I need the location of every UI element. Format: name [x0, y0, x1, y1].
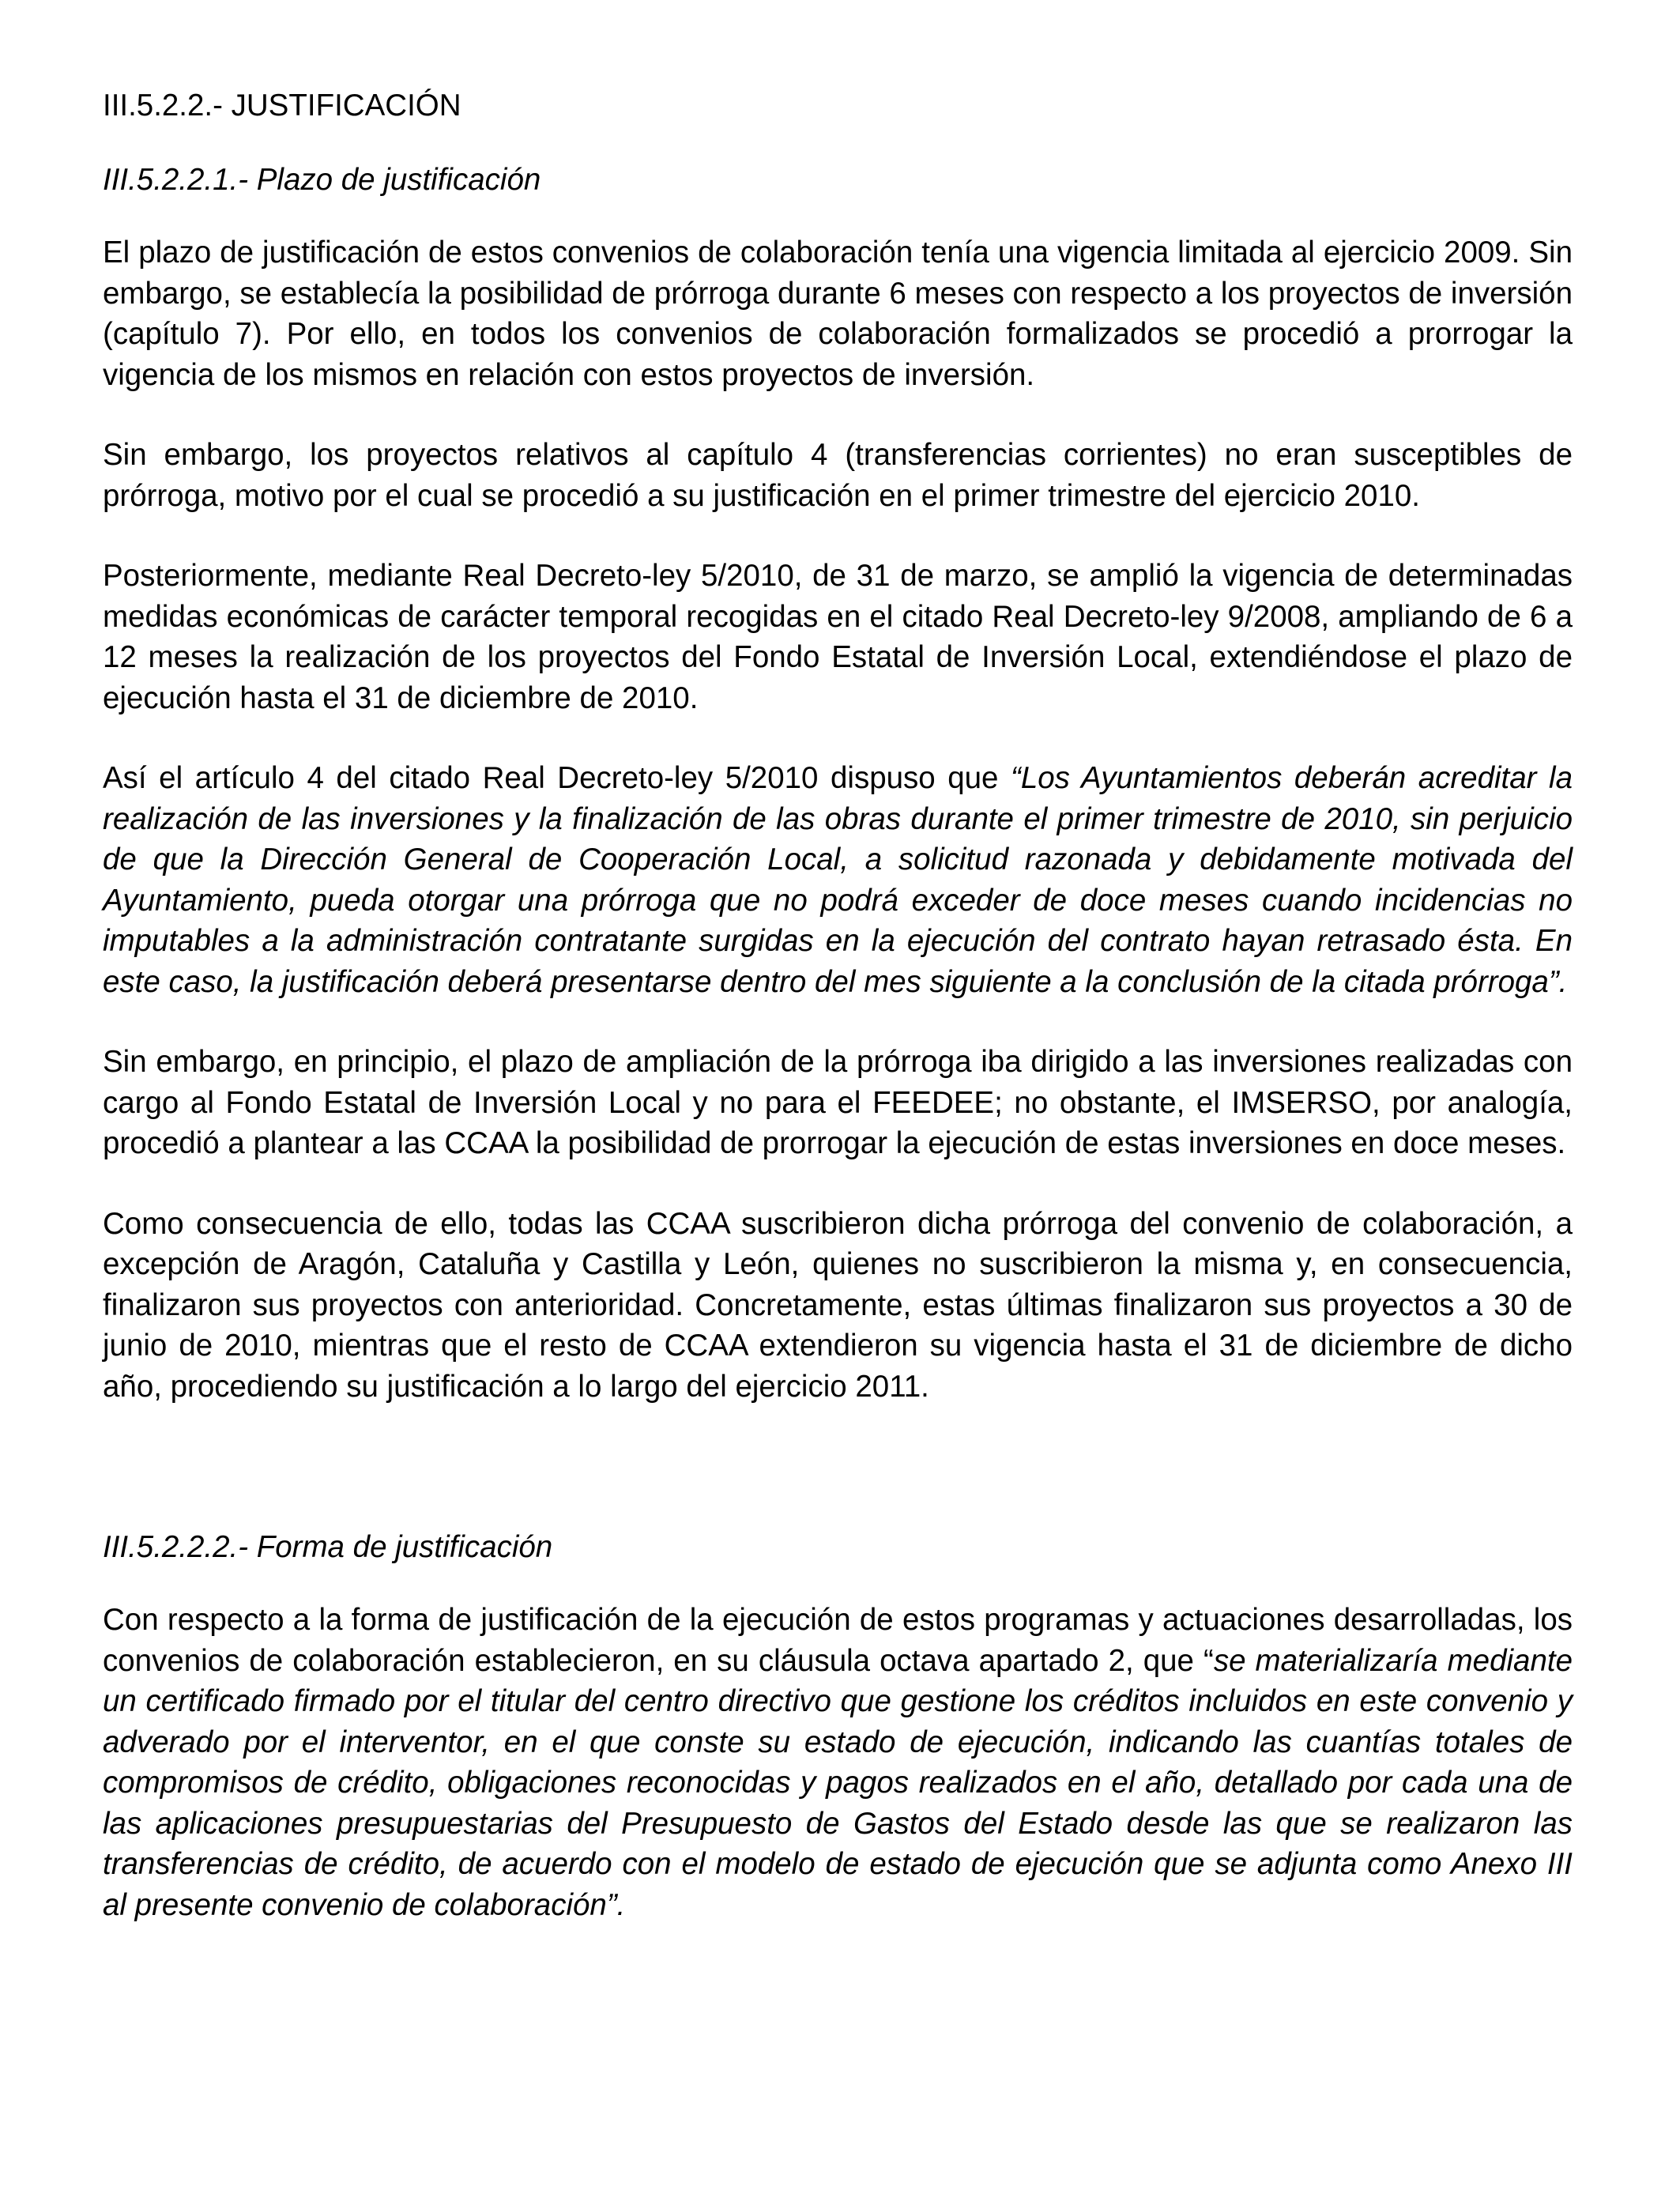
subsection-title-forma: III.5.2.2.2.- Forma de justificación: [103, 1530, 553, 1564]
subsection-title-plazo: III.5.2.2.1.- Plazo de justificación: [103, 163, 541, 197]
quote-paragraph: [103, 1600, 1573, 1925]
quote-intro: Así el artículo 4 del citado Real Decreto-ley 5/2010 dispuso que: [103, 761, 1011, 795]
quote-intro: Con respecto a la forma de justificación de la ejecución de estos programas y actuaciones desarrolladas, los convenios de colaboración establecieron, en su cláusula octava apartado 2, que “: [103, 1603, 1573, 1678]
paragraph: El plazo de justificación de estos convenios de colaboración tenía una vigencia limitada al ejercicio 2009. Sin embargo, se establecía la posibilidad de prórroga durante 6 meses con respecto a los proyectos de inversión (capítulo 7). Por ello, en todos los convenios de colaboración formalizados se procedió a prorrogar la vigencia de los mismos en relación con estos proyectos de inversión.: [103, 236, 1573, 392]
spacer: [103, 1446, 1573, 1527]
quoted-text: se materializaría mediante un certificado firmado por el titular del centro directivo que gestione los créditos incluidos en este convenio y adverado por el interventor, en el que conste su estado de ejecución, indicando las cuantías totales de compromisos de crédito, obligaciones reconocidas y pagos realizados en el año, detallado por cada una de las aplicaciones presupuestarias del Presupuesto de Gastos del Estado desde las que se realizaron las transferencias de crédito, de acuerdo con el modelo de estado de ejecución que se adjunta como Anexo III al presente convenio de colaboración”.: [103, 1643, 1573, 1922]
paragraph: Sin embargo, en principio, el plazo de ampliación de la prórroga iba dirigido a las inversiones realizadas con cargo al Fondo Estatal de Inversión Local y no para el FEEDEE; no obstante, el IMSERSO, por analogía, procedió a plantear a las CCAA la posibilidad de prorrogar la ejecución de estas inversiones en doce meses.: [103, 1045, 1573, 1160]
section-title: III.5.2.2.- JUSTIFICACIÓN: [103, 89, 461, 123]
paragraph: Como consecuencia de ello, todas las CCAA suscribieron dicha prórroga del convenio de colaboración, a excepción de Aragón, Cataluña y Castilla y León, quienes no suscribieron la misma y, en consecuencia, finalizaron sus proyectos con anterioridad. Concretamente, estas últimas finalizaron sus proyectos a 30 de junio de 2010, mientras que el resto de CCAA extendieron su vigencia hasta el 31 de diciembre de dicho año, procediendo su justificación a lo largo del ejercicio 2011.: [103, 1206, 1573, 1404]
quote-paragraph: [103, 758, 1573, 1002]
document-page: [103, 85, 1573, 1965]
paragraph: Sin embargo, los proyectos relativos al capítulo 4 (transferencias corrientes) no eran susceptibles de prórroga, motivo por el cual se procedió a su justificación en el primer trimestre del ejercicio 2010.: [103, 438, 1573, 513]
quoted-text: “Los Ayuntamientos deberán acreditar la realización de las inversiones y la finalización de las obras durante el primer trimestre de 2010, sin perjuicio de que la Dirección General de Cooperación Local, a solicitud razonada y debidamente motivada del Ayuntamiento, pueda otorgar una prórroga que no podrá exceder de doce meses cuando incidencias no imputables a la administración contratante surgidas en la ejecución del contrato hayan retrasado ésta. En este caso, la justificación deberá presentarse dentro del mes siguiente a la conclusión de la citada prórroga”.: [103, 761, 1573, 999]
paragraph: Posteriormente, mediante Real Decreto-ley 5/2010, de 31 de marzo, se amplió la vigencia de determinadas medidas económicas de carácter temporal recogidas en el citado Real Decreto-ley 9/2008, ampliando de 6 a 12 meses la realización de los proyectos del Fondo Estatal de Inversión Local, extendiéndose el plazo de ejecución hasta el 31 de diciembre de 2010.: [103, 559, 1573, 715]
